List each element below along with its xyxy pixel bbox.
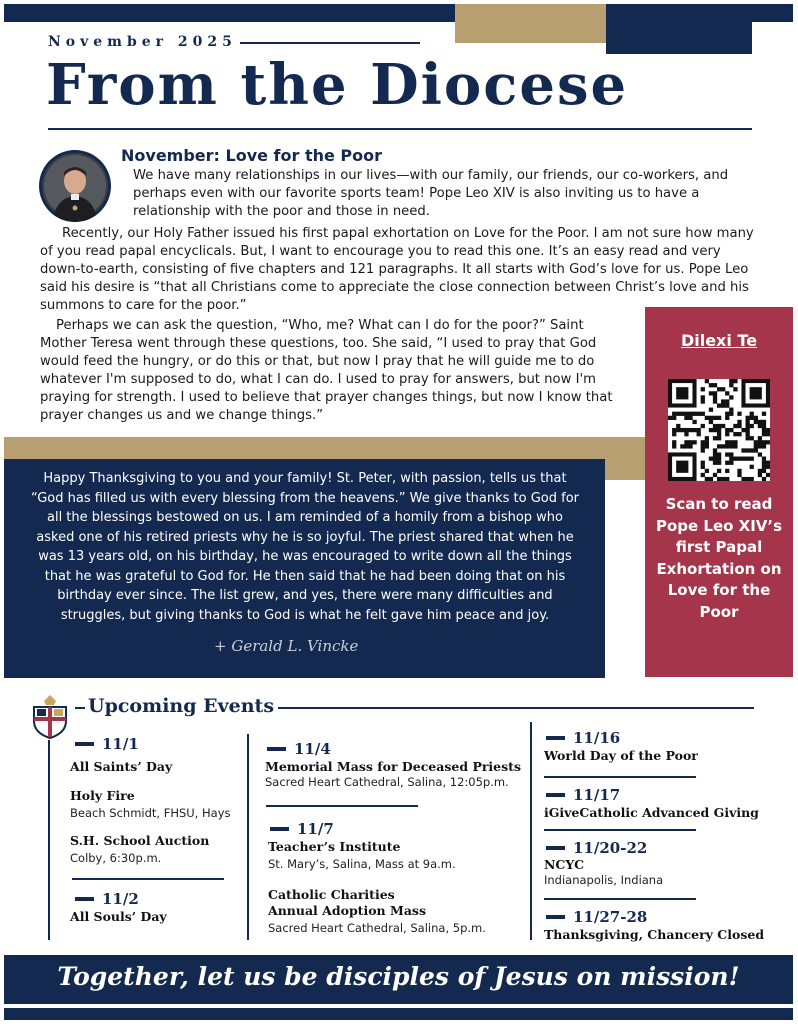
event-name: World Day of the Poor <box>544 748 698 763</box>
letter-text: Happy Thanksgiving to you and your family! St. Peter, with passion, tells us that “God has filled us with every blessing from the heavens.” We give thanks to God for all the blessings bestowed on us. I am reminded of a homily from a bishop who asked one of his retired priests why he is so joyful. The priest shared that when he was 13 years old, on his birthday, he was encouraged to write down all the things that he was grateful to God for. He then said that he had been doing that on his birthday ever since. The list grew, and yes, there were many difficulties and struggles, but giving thanks to God is what he felt gave him peace and joy. <box>30 471 580 623</box>
bishop-portrait <box>39 150 111 222</box>
event-date: 11/1 <box>75 735 139 753</box>
bishop-signature: + Gerald L. Vincke <box>214 637 359 655</box>
events-col1-line <box>48 740 50 940</box>
article-paragraph-1 <box>40 225 755 315</box>
paragraph-1-text: Recently, our Holy Father issued his first papal exhortation on Love for the Poor. I am not sure how many of you read papal encyclicals. But, I want to encourage you to read this one. It’s an easy read and very down-to-earth, consisting of five chapters and 121 paragraphs. It all starts with God’s love for us. Pope Leo said his desire is “that all Christians come to appreciate the close connection between Christ’s love and his summons to care for the poor.” <box>40 226 754 313</box>
event-date: 11/7 <box>270 820 334 838</box>
event-date: 11/16 <box>546 729 620 747</box>
thanksgiving-letter <box>4 459 605 678</box>
events-col2-line <box>247 734 249 940</box>
sidebar-title[interactable]: Dilexi Te <box>680 331 758 350</box>
event-date: 11/20-22 <box>546 839 647 857</box>
qr-code[interactable] <box>668 379 770 481</box>
event-detail: St. Mary’s, Salina, Mass at 9a.m. <box>268 857 456 871</box>
event-detail: Beach Schmidt, FHSU, Hays <box>70 806 231 820</box>
header-bar-navy <box>4 4 455 22</box>
event-detail: Sacred Heart Cathedral, Salina, 12:05p.m. <box>265 775 509 789</box>
sidebar-text: Scan to read Pope Leo XIV’s first Papal Exhortation on Love for the Poor <box>655 495 783 621</box>
event-date: 11/17 <box>546 786 620 804</box>
event-date: 11/2 <box>75 890 139 908</box>
footer-bottom-bar <box>4 1008 793 1020</box>
event-name: All Saints’ Day <box>70 759 173 774</box>
footer-banner <box>4 955 793 1004</box>
event-name: NCYC <box>544 857 585 872</box>
title-rule <box>48 128 752 130</box>
event-name: Annual Adoption Mass <box>268 903 426 918</box>
footer-motto: Together, let us be disciples of Jesus on mission! <box>57 962 740 991</box>
event-name: Memorial Mass for Deceased Priests <box>265 759 521 774</box>
header-bar-navy-right <box>752 4 793 22</box>
event-name: iGiveCatholic Advanced Giving <box>544 805 759 820</box>
events-col3-line <box>530 722 532 940</box>
issue-date: November 2025 <box>48 34 237 50</box>
event-divider <box>544 829 696 831</box>
event-divider <box>544 898 696 900</box>
event-name: Catholic Charities <box>268 887 395 902</box>
diocese-crest-icon <box>30 693 70 739</box>
event-name: Teacher’s Institute <box>268 839 401 854</box>
paragraph-2-text: Perhaps we can ask the question, “Who, me? What can I do for the poor?” Saint Mother Teresa went through these questions, too. She said, “I used to pray that God would feed the hungry, or do this or that, but now I pray that he will guide me to do whatever I'm supposed to do, what I can do. I used to pray for answers, but now I'm praying for strength. I used to believe that prayer changes things, but now I know that prayer changes us and we change things.” <box>40 318 613 423</box>
event-divider <box>266 805 418 807</box>
events-heading-rule <box>278 707 754 709</box>
event-name: Thanksgiving, Chancery Closed <box>544 927 765 942</box>
event-date: 11/27-28 <box>546 908 647 926</box>
article-intro <box>133 167 733 221</box>
events-heading-dash <box>75 707 85 709</box>
event-divider <box>72 878 224 880</box>
intro-text: We have many relationships in our lives—with our family, our friends, our co-workers, and perhaps even with our favorite sports team! Pope Leo XIV is also inviting us to have a relationship with the poor and those in need. <box>133 168 729 219</box>
event-divider <box>544 776 696 778</box>
article-paragraph-2 <box>40 317 630 425</box>
events-heading: Upcoming Events <box>88 695 275 717</box>
event-detail: Colby, 6:30p.m. <box>70 851 162 865</box>
event-date: 11/4 <box>267 740 331 758</box>
event-detail: Indianapolis, Indiana <box>544 873 664 887</box>
dilexi-te-sidebar <box>645 307 793 677</box>
event-detail: Sacred Heart Cathedral, Salina, 5p.m. <box>268 921 486 935</box>
page-title: From the Diocese <box>46 52 629 118</box>
event-name: S.H. School Auction <box>70 833 210 848</box>
header-block-navy <box>606 4 752 54</box>
date-rule <box>240 42 420 44</box>
article-heading: November: Love for the Poor <box>121 146 383 165</box>
header-block-gold <box>455 4 606 43</box>
event-name: All Souls’ Day <box>70 909 167 924</box>
event-name: Holy Fire <box>70 788 135 803</box>
